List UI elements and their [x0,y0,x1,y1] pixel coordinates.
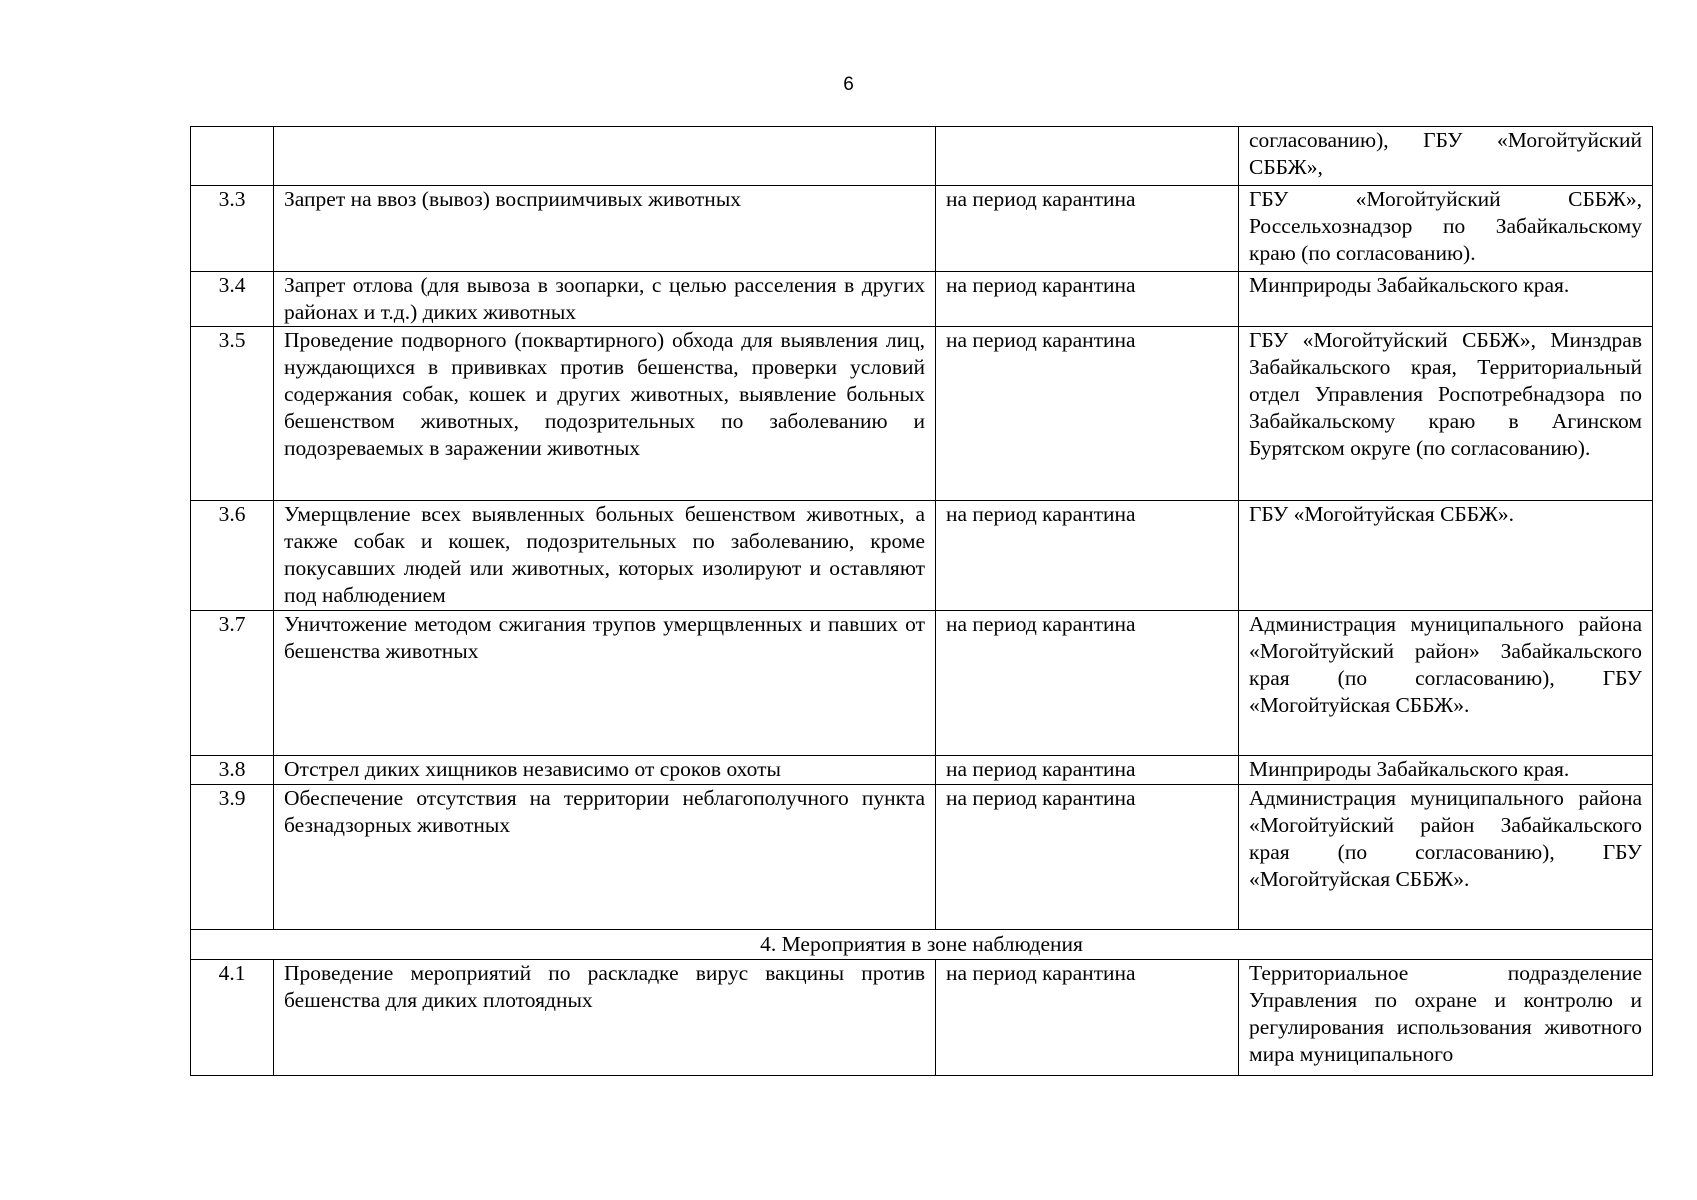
measure-period: на период карантина [936,327,1239,501]
row-number: 3.3 [191,186,274,272]
responsible-party: согласованию), ГБУ «Могойтуйский СББЖ», [1239,127,1653,186]
section-title: 4. Мероприятия в зоне наблюдения [191,930,1653,960]
responsible-party: Администрация муниципального района «Могойтуйский район» Забайкальского края (по согласованию), ГБУ «Могойтуйская СББЖ». [1239,611,1653,756]
table-row [191,272,1653,327]
measure-text: Умерщвление всех выявленных больных бешенством животных, а также собак и кошек, подозрительных по заболеванию, кроме покусавших людей или животных, которых изолируют и оставляют под наблюдением [274,501,936,611]
measure-period: на период карантина [936,272,1239,327]
responsible-party: Минприроды Забайкальского края. [1239,272,1653,327]
measure-text: Отстрел диких хищников независимо от сроков охоты [274,756,936,785]
table-row [191,756,1653,785]
responsible-party: Администрация муниципального района «Могойтуйский район Забайкальского края (по согласованию), ГБУ «Могойтуйская СББЖ». [1239,785,1653,930]
table-row [191,960,1653,1076]
measure-text: Запрет на ввоз (вывоз) восприимчивых животных [274,186,936,272]
measure-period: на период карантина [936,960,1239,1076]
measures-table [190,126,1653,1076]
row-number: 3.7 [191,611,274,756]
table-row [191,327,1653,501]
section-heading-row [191,930,1653,960]
table-row [191,785,1653,930]
responsible-party: Территориальное подразделение Управления по охране и контролю и регулирования использования животного мира муниципального [1239,960,1653,1076]
responsible-party: ГБУ «Могойтуйская СББЖ». [1239,501,1653,611]
measure-text: Проведение мероприятий по раскладке вирус вакцины против бешенства для диких плотоядных [274,960,936,1076]
responsible-party: ГБУ «Могойтуйский СББЖ», Россельхознадзор по Забайкальскому краю (по согласованию). [1239,186,1653,272]
measure-period: на период карантина [936,756,1239,785]
row-number: 3.6 [191,501,274,611]
measure-text: Проведение подворного (поквартирного) обхода для выявления лиц, нуждающихся в прививках против бешенства, проверки условий содержания собак, кошек и других животных, выявление больных бешенством животных, подозрительных по заболеванию и подозреваемых в заражении животных [274,327,936,501]
measure-text: Уничтожение методом сжигания трупов умерщвленных и павших от бешенства животных [274,611,936,756]
measure-period [936,127,1239,186]
measure-period: на период карантина [936,186,1239,272]
row-number: 3.9 [191,785,274,930]
measure-text: Запрет отлова (для вывоза в зоопарки, с целью расселения в других районах и т.д.) диких животных [274,272,936,327]
row-number: 4.1 [191,960,274,1076]
measure-period: на период карантина [936,785,1239,930]
row-number [191,127,274,186]
table-row [191,186,1653,272]
row-number: 3.8 [191,756,274,785]
table-row [191,611,1653,756]
row-number: 3.4 [191,272,274,327]
row-number: 3.5 [191,327,274,501]
measure-text: Обеспечение отсутствия на территории неблагополучного пункта безнадзорных животных [274,785,936,930]
responsible-party: ГБУ «Могойтуйский СББЖ», Минздрав Забайкальского края, Территориальный отдел Управления Роспотребнадзора по Забайкальскому краю в Агинском Бурятском округе (по согласованию). [1239,327,1653,501]
table-row [191,127,1653,186]
responsible-party: Минприроды Забайкальского края. [1239,756,1653,785]
measure-period: на период карантина [936,501,1239,611]
page-number: 6 [843,74,854,95]
measure-period: на период карантина [936,611,1239,756]
measure-text [274,127,936,186]
table-row [191,501,1653,611]
